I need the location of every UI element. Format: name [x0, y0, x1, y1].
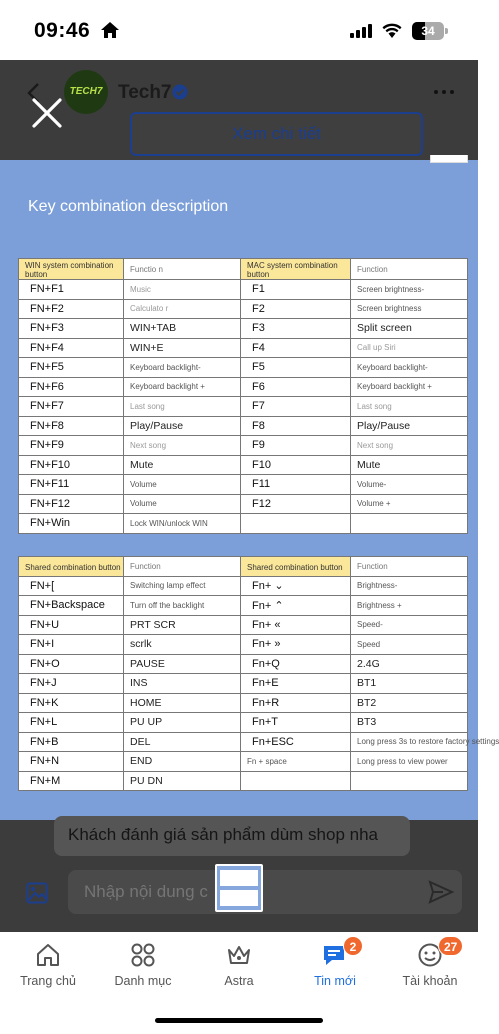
- function-cell: Mute: [351, 455, 468, 475]
- function-cell: WIN+E: [124, 338, 241, 358]
- function-cell: PU UP: [124, 713, 241, 733]
- function-cell: Lock WIN/unlock WIN: [124, 514, 241, 534]
- key-combo-cell: FN+F4: [19, 338, 124, 358]
- key-combo-cell: FN+F7: [19, 397, 124, 417]
- function-cell: BT2: [351, 693, 468, 713]
- function-cell: END: [124, 752, 241, 772]
- tab-label: Tin mới: [314, 974, 356, 988]
- send-icon[interactable]: [429, 881, 453, 903]
- key-combo-cell: FN+F12: [19, 494, 124, 514]
- table-header-cell: Function: [351, 557, 468, 577]
- table-header-cell: Shared combination button: [241, 557, 351, 577]
- crown-icon: [226, 942, 252, 968]
- table-row: [19, 397, 468, 417]
- function-cell: scrlk: [124, 635, 241, 655]
- key-combo-cell: FN+F2: [19, 299, 124, 319]
- key-combo-cell: F9: [241, 436, 351, 456]
- key-combo-cell: FN+Backspace: [19, 596, 124, 616]
- table-row: [19, 514, 468, 534]
- table-row: [19, 377, 468, 397]
- key-combo-cell: FN+Win: [19, 514, 124, 534]
- grid-icon: [130, 942, 156, 968]
- table-header-row: [19, 259, 468, 280]
- table-header-cell: Function: [124, 557, 241, 577]
- function-cell: Volume-: [351, 475, 468, 495]
- function-cell: Mute: [124, 455, 241, 475]
- function-cell: Keyboard backlight-: [124, 358, 241, 378]
- win-mac-key-table: [18, 258, 468, 534]
- status-bar: [0, 0, 478, 60]
- message-input[interactable]: [68, 870, 462, 914]
- function-cell: Keyboard backlight +: [124, 377, 241, 397]
- table-row: [19, 674, 468, 694]
- key-combo-cell: Fn+ ⌃: [241, 596, 351, 616]
- key-combo-cell: [241, 771, 351, 791]
- function-cell: Long press to view power: [351, 752, 468, 772]
- function-cell: Last song: [351, 397, 468, 417]
- table-header-cell: Shared combination button: [19, 557, 124, 577]
- key-combo-cell: [241, 514, 351, 534]
- key-combo-cell: F11: [241, 475, 351, 495]
- function-cell: Keyboard backlight-: [351, 358, 468, 378]
- key-combo-cell: FN+O: [19, 654, 124, 674]
- key-combo-cell: Fn+ ⌄: [241, 576, 351, 596]
- key-combo-cell: FN+F1: [19, 280, 124, 300]
- table-row: [19, 635, 468, 655]
- close-viewer-icon[interactable]: [30, 96, 64, 130]
- table-header-cell: WIN system combination button: [19, 259, 124, 280]
- function-cell: HOME: [124, 693, 241, 713]
- tab-news-badge: 2: [343, 936, 363, 956]
- function-cell: Volume: [124, 494, 241, 514]
- function-cell: Switching lamp effect: [124, 576, 241, 596]
- image-thumbnail[interactable]: [215, 864, 263, 912]
- review-message-bubble: Khách đánh giá sản phẩm dùm shop nha: [54, 816, 410, 856]
- key-combo-cell: FN+K: [19, 693, 124, 713]
- key-combo-cell: Fn+ESC: [241, 732, 351, 752]
- key-combo-cell: FN+I: [19, 635, 124, 655]
- key-combo-cell: FN+M: [19, 771, 124, 791]
- view-detail-button[interactable]: Xem chi tiết: [130, 112, 423, 156]
- image-attach-icon[interactable]: [26, 882, 48, 904]
- key-combo-cell: FN+F8: [19, 416, 124, 436]
- table-row: [19, 654, 468, 674]
- tab-label: Danh mục: [114, 974, 172, 988]
- home-icon: [35, 942, 61, 968]
- key-combo-cell: F10: [241, 455, 351, 475]
- key-combo-cell: F8: [241, 416, 351, 436]
- key-combo-cell: Fn + space: [241, 752, 351, 772]
- status-time: 09:46: [34, 19, 91, 42]
- tab-label: Tài khoản: [402, 974, 458, 988]
- home-status-icon: [100, 21, 120, 39]
- tab-label: Astra: [224, 974, 254, 988]
- key-combo-cell: F3: [241, 319, 351, 339]
- key-combo-cell: F1: [241, 280, 351, 300]
- key-combo-cell: Fn+R: [241, 693, 351, 713]
- function-cell: Brightness +: [351, 596, 468, 616]
- key-combo-cell: FN+U: [19, 615, 124, 635]
- shared-key-table: [18, 556, 499, 791]
- function-cell: INS: [124, 674, 241, 694]
- key-combo-cell: F5: [241, 358, 351, 378]
- key-combo-cell: FN+L: [19, 713, 124, 733]
- shop-name[interactable]: Tech7: [118, 82, 172, 103]
- key-combo-cell: FN+J: [19, 674, 124, 694]
- table-row: [19, 494, 468, 514]
- image-heading: Key combination description: [28, 198, 229, 215]
- function-cell: Last song: [124, 397, 241, 417]
- key-combo-cell: F6: [241, 377, 351, 397]
- verified-badge-icon: [172, 84, 188, 100]
- key-combo-cell: F7: [241, 397, 351, 417]
- table-header-cell: Function: [351, 259, 468, 280]
- function-cell: Play/Pause: [351, 416, 468, 436]
- table-row: [19, 771, 468, 791]
- signal-icon: [350, 24, 372, 38]
- wifi-icon: [381, 21, 403, 39]
- function-cell: Call up Siri: [351, 338, 468, 358]
- function-cell: 2.4G: [351, 654, 468, 674]
- table-row: [19, 615, 468, 635]
- key-combo-cell: FN+F3: [19, 319, 124, 339]
- function-cell: Speed-: [351, 615, 468, 635]
- key-combo-cell: Fn+E: [241, 674, 351, 694]
- table-header-cell: MAC system combination button: [241, 259, 351, 280]
- table-row: [19, 416, 468, 436]
- table-row: [19, 596, 468, 616]
- table-row: [19, 299, 468, 319]
- function-cell: Speed: [351, 635, 468, 655]
- key-combo-cell: Fn+ «: [241, 615, 351, 635]
- function-cell: PU DN: [124, 771, 241, 791]
- function-cell: Music: [124, 280, 241, 300]
- function-cell: Brightness-: [351, 576, 468, 596]
- tab-category[interactable]: [95, 932, 191, 1002]
- function-cell: [351, 771, 468, 791]
- function-cell: Split screen: [351, 319, 468, 339]
- table-row: [19, 475, 468, 495]
- function-cell: PAUSE: [124, 654, 241, 674]
- function-cell: DEL: [124, 732, 241, 752]
- function-cell: Screen brightness-: [351, 280, 468, 300]
- key-combo-cell: F12: [241, 494, 351, 514]
- key-combo-cell: FN+F11: [19, 475, 124, 495]
- battery-level: 34: [421, 24, 435, 38]
- key-combo-cell: FN+F5: [19, 358, 124, 378]
- table-header-cell: Functio n: [124, 259, 241, 280]
- key-combo-cell: FN+B: [19, 732, 124, 752]
- tab-news[interactable]: [287, 932, 383, 1002]
- battery-cap: [445, 28, 448, 34]
- key-combo-cell: FN+N: [19, 752, 124, 772]
- key-combo-cell: F2: [241, 299, 351, 319]
- tab-account-badge: 27: [438, 936, 463, 956]
- table-row: [19, 319, 468, 339]
- table-row: [19, 455, 468, 475]
- key-combo-cell: FN+F10: [19, 455, 124, 475]
- table-row: [19, 752, 468, 772]
- table-row: [19, 713, 468, 733]
- table-header-row: [19, 557, 468, 577]
- tab-astra[interactable]: [191, 932, 287, 1002]
- table-row: [19, 280, 468, 300]
- home-indicator[interactable]: [155, 1018, 323, 1023]
- table-row: [19, 358, 468, 378]
- key-combo-cell: Fn+T: [241, 713, 351, 733]
- function-cell: BT3: [351, 713, 468, 733]
- tab-account[interactable]: [382, 932, 478, 1002]
- function-cell: [351, 514, 468, 534]
- image-edge-fragment: [430, 155, 468, 163]
- key-combo-cell: FN+F9: [19, 436, 124, 456]
- tab-label: Trang chủ: [20, 974, 76, 988]
- tab-home[interactable]: [0, 932, 96, 1002]
- key-combo-cell: FN+[: [19, 576, 124, 596]
- function-cell: Volume +: [351, 494, 468, 514]
- function-cell: Turn off the backlight: [124, 596, 241, 616]
- more-options-icon[interactable]: [434, 90, 454, 94]
- table-row: [19, 576, 468, 596]
- function-cell: Long press 3s to restore factory settings: [351, 732, 468, 752]
- function-cell: BT1: [351, 674, 468, 694]
- table-row: [19, 693, 468, 713]
- function-cell: WIN+TAB: [124, 319, 241, 339]
- function-cell: PRT SCR: [124, 615, 241, 635]
- function-cell: Screen brightness: [351, 299, 468, 319]
- key-combo-cell: Fn+ »: [241, 635, 351, 655]
- function-cell: Next song: [351, 436, 468, 456]
- key-combo-cell: FN+F6: [19, 377, 124, 397]
- battery-icon: [412, 22, 444, 40]
- function-cell: Keyboard backlight +: [351, 377, 468, 397]
- key-combo-cell: F4: [241, 338, 351, 358]
- function-cell: Next song: [124, 436, 241, 456]
- shop-avatar[interactable]: TECH7: [64, 70, 108, 114]
- table-row: [19, 436, 468, 456]
- table-row: [19, 338, 468, 358]
- key-combo-cell: Fn+Q: [241, 654, 351, 674]
- function-cell: Calculato r: [124, 299, 241, 319]
- function-cell: Volume: [124, 475, 241, 495]
- table-row: [19, 732, 468, 752]
- function-cell: Play/Pause: [124, 416, 241, 436]
